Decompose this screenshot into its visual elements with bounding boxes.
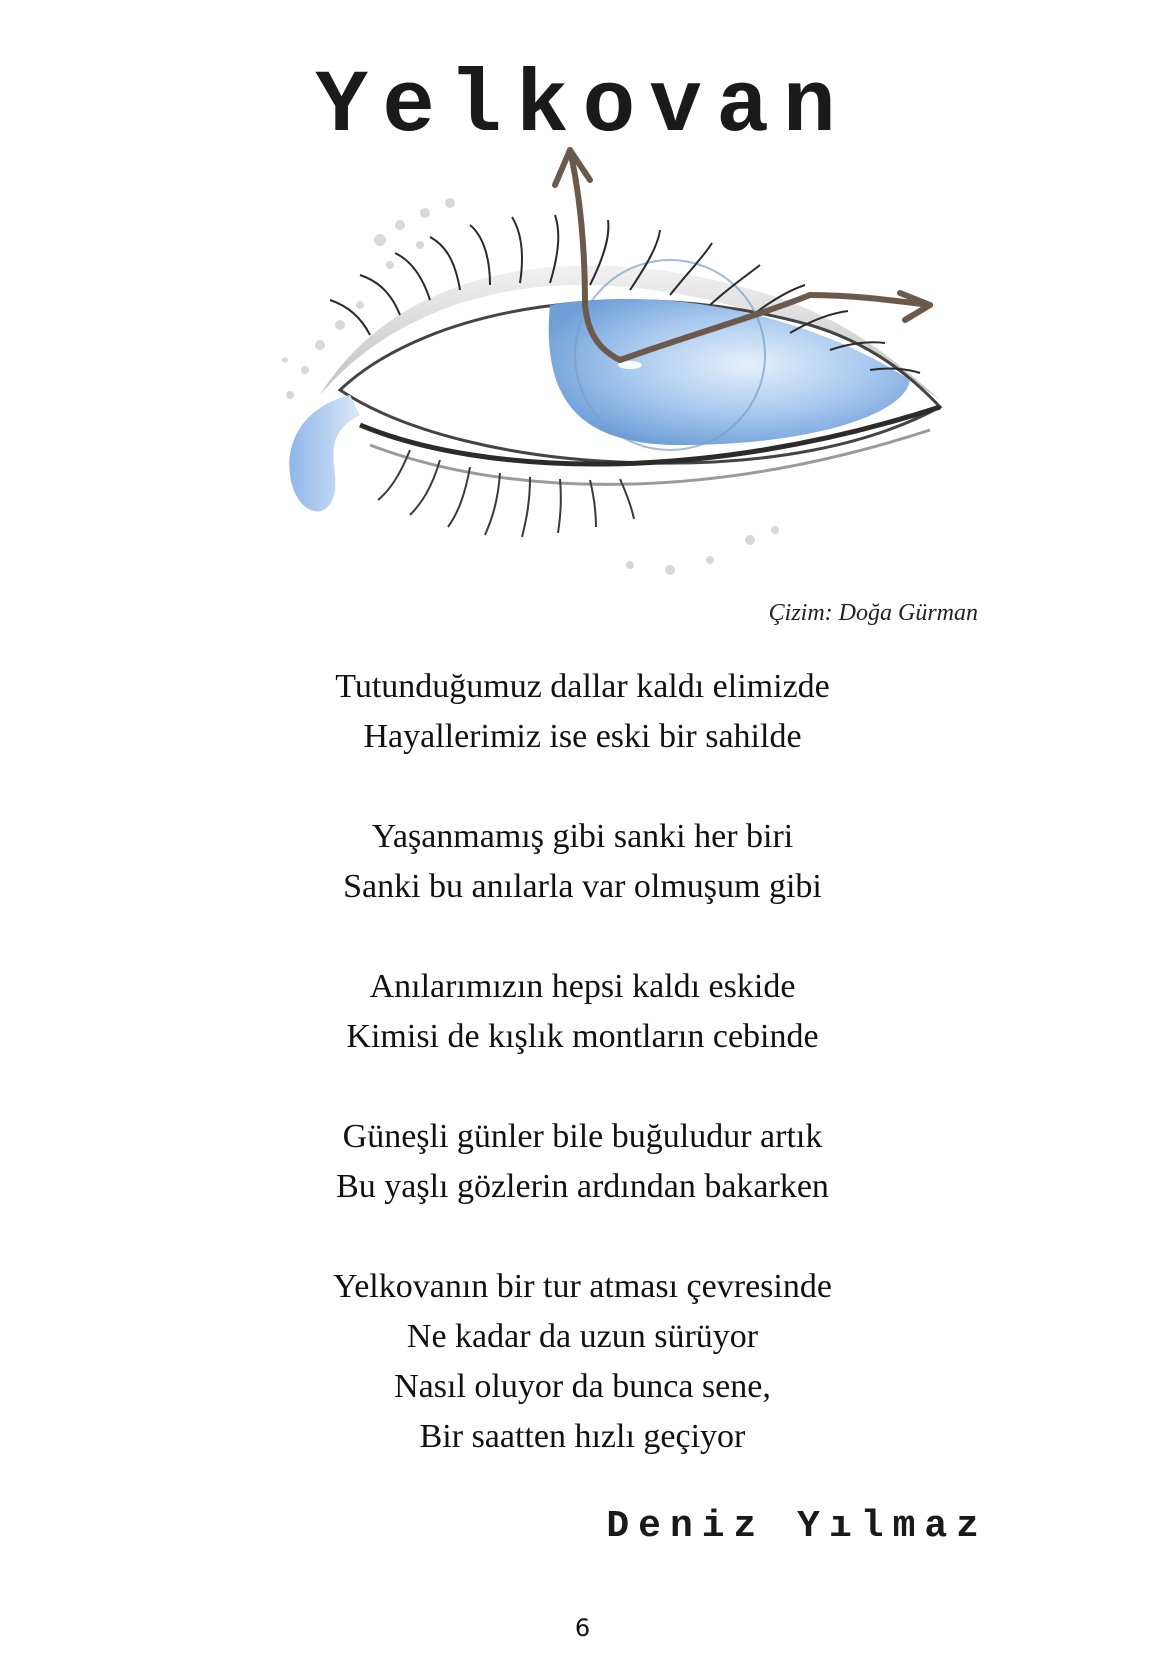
poem-line: Yelkovanın bir tur atması çevresinde: [333, 1268, 832, 1305]
poem-line: Nasıl oluyor da bunca sene,: [394, 1368, 771, 1405]
poem-line: Yaşanmamış gibi sanki her biri: [371, 818, 794, 855]
eye-illustration: [250, 145, 1000, 615]
page-title: Yelkovan: [315, 58, 850, 157]
poem-line: Bu yaşlı gözlerin ardından bakarken: [336, 1168, 829, 1205]
page-number: 6: [574, 1614, 591, 1642]
poem-line: Tutunduğumuz dallar kaldı elimizde: [335, 668, 830, 705]
poem-line: Hayallerimiz ise eski bir sahilde: [363, 718, 802, 755]
stanza: [0, 1112, 1165, 1212]
author-name: Deniz Yılmaz: [606, 1505, 988, 1548]
poem-body: [0, 662, 1165, 1462]
poem-line: Kimisi de kışlık montların cebinde: [346, 1018, 819, 1055]
stanza: [0, 1262, 1165, 1462]
stanza: [0, 962, 1165, 1062]
poem-line: Bir saatten hızlı geçiyor: [419, 1418, 746, 1455]
poem-line: Anılarımızın hepsi kaldı eskide: [369, 968, 796, 1005]
poem-line: Ne kadar da uzun sürüyor: [406, 1318, 759, 1355]
illustration-credit: Çizim: Doğa Gürman: [768, 600, 978, 626]
stanza: [0, 812, 1165, 912]
poem-line: Güneşli günler bile buğuludur artık: [342, 1118, 823, 1155]
eye-drawing: [250, 145, 1000, 615]
tear-drop: [289, 395, 360, 511]
stanza: [0, 662, 1165, 762]
poem-line: Sanki bu anılarla var olmuşum gibi: [343, 868, 822, 905]
